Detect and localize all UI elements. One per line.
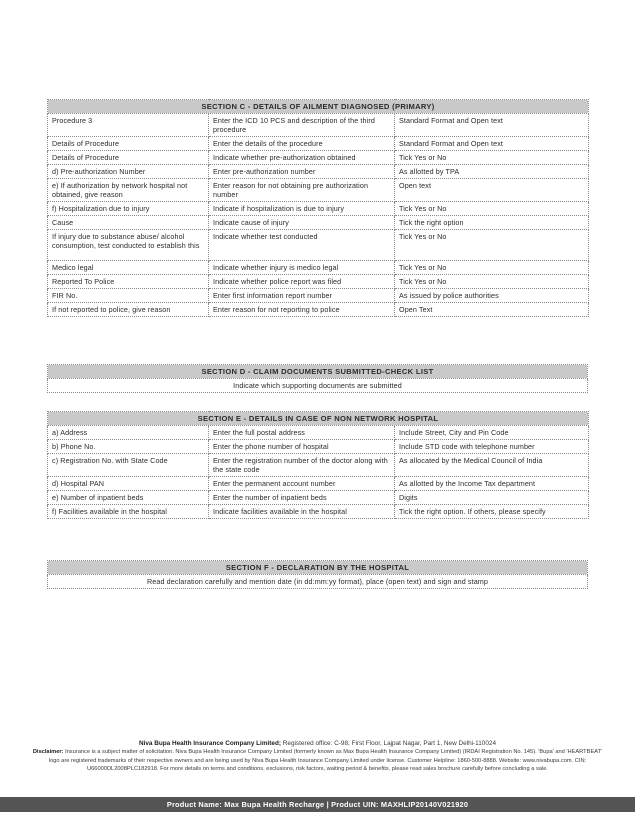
company-address — [30, 739, 605, 748]
field-format: Digits — [395, 491, 589, 505]
field-instruction: Indicate whether police report was filed — [209, 275, 395, 289]
section-d-instruction: Indicate which supporting documents are submitted — [48, 379, 588, 393]
field-instruction: Enter first information report number — [209, 289, 395, 303]
disclaimer-label: Disclaimer: — [32, 749, 64, 755]
field-format: Tick Yes or No — [395, 202, 589, 216]
section-f-table — [47, 560, 588, 589]
field-format: Tick Yes or No — [395, 275, 589, 289]
field-instruction: Indicate if hospitalization is due to injury — [209, 202, 395, 216]
field-name: Details of Procedure — [48, 137, 209, 151]
field-name: Medico legal — [48, 261, 209, 275]
field-instruction: Enter pre-authorization number — [209, 165, 395, 179]
field-instruction: Indicate cause of injury — [209, 216, 395, 230]
section-e-table — [47, 411, 589, 519]
field-name: FIR No. — [48, 289, 209, 303]
field-instruction: Enter reason for not obtaining pre authorization number — [209, 179, 395, 202]
field-format: Standard Format and Open text — [395, 114, 589, 137]
section-e-header: SECTION E - DETAILS IN CASE OF NON NETWORK HOSPITAL — [48, 412, 589, 426]
field-name: Cause — [48, 216, 209, 230]
field-name: e) If authorization by network hospital not obtained, give reason — [48, 179, 209, 202]
field-name: If not reported to police, give reason — [48, 303, 209, 317]
table-row — [48, 477, 589, 491]
field-format: Open text — [395, 179, 589, 202]
table-row — [48, 275, 589, 289]
disclaimer-text: Insurance is a subject matter of solicitation. Niva Bupa Health Insurance Company Limited (formerly known as Max Bupa Health Insurance Company Limited) (IRDAI Registration No. 145). 'Bupa' and 'HEARTBEAT' logo are registered trademarks of their respective owners and are being used by Niva Bupa Health Insurance Company Limited under license. Customer Helpline: 1860-500-8888. Website: www.nivabupa.com. CIN: U66000DL2008PLC182918. For more details on terms and conditions, exclusions, risk factors, waiting period & benefits, please read sales brochure carefully before concluding a sale. — [48, 749, 603, 772]
table-row — [48, 440, 589, 454]
field-instruction: Enter reason for not reporting to police — [209, 303, 395, 317]
section-d-table — [47, 364, 588, 393]
disclaimer — [30, 748, 605, 774]
section-f-instruction: Read declaration carefully and mention date (in dd:mm:yy format), place (open text) and sign and stamp — [48, 575, 588, 589]
table-row — [48, 230, 589, 261]
field-format: Tick the right option. If others, please specify — [395, 505, 589, 519]
table-row — [48, 289, 589, 303]
table-row — [48, 454, 589, 477]
field-instruction: Indicate whether injury is medico legal — [209, 261, 395, 275]
table-row — [48, 216, 589, 230]
field-instruction: Enter the details of the procedure — [209, 137, 395, 151]
table-row — [48, 151, 589, 165]
section-d-header: SECTION D - CLAIM DOCUMENTS SUBMITTED-CHECK LIST — [48, 365, 588, 379]
field-format: As allotted by the Income Tax department — [395, 477, 589, 491]
field-instruction: Enter the phone number of hospital — [209, 440, 395, 454]
section-c-header: SECTION C - DETAILS OF AILMENT DIAGNOSED (PRIMARY) — [48, 100, 589, 114]
field-instruction: Enter the number of inpatient beds — [209, 491, 395, 505]
field-instruction: Enter the permanent account number — [209, 477, 395, 491]
field-format: Include STD code with telephone number — [395, 440, 589, 454]
field-format: Tick Yes or No — [395, 151, 589, 165]
field-format: As issued by police authorities — [395, 289, 589, 303]
field-name: Details of Procedure — [48, 151, 209, 165]
table-row — [48, 505, 589, 519]
field-format: Tick Yes or No — [395, 261, 589, 275]
section-c-table — [47, 99, 589, 317]
field-format: Tick Yes or No — [395, 230, 589, 261]
field-name: d) Pre-authorization Number — [48, 165, 209, 179]
field-name: e) Number of inpatient beds — [48, 491, 209, 505]
table-row — [48, 114, 589, 137]
table-row — [48, 426, 589, 440]
field-name: Reported To Police — [48, 275, 209, 289]
footer — [30, 739, 605, 774]
field-format: As allotted by TPA — [395, 165, 589, 179]
field-instruction: Enter the ICD 10 PCS and description of the third procedure — [209, 114, 395, 137]
section-f-header: SECTION F - DECLARATION BY THE HOSPITAL — [48, 561, 588, 575]
field-instruction: Enter the full postal address — [209, 426, 395, 440]
table-row — [48, 165, 589, 179]
field-name: f) Hospitalization due to injury — [48, 202, 209, 216]
product-bar: Product Name: Max Bupa Health Recharge | Product UIN: MAXHLIP20140V021920 — [0, 797, 635, 812]
table-row — [48, 137, 589, 151]
field-name: f) Facilities available in the hospital — [48, 505, 209, 519]
field-instruction: Indicate whether test conducted — [209, 230, 395, 261]
field-format: Tick the right option — [395, 216, 589, 230]
field-format: Include Street, City and Pin Code — [395, 426, 589, 440]
field-instruction: Enter the registration number of the doctor along with the state code — [209, 454, 395, 477]
table-row — [48, 179, 589, 202]
registered-office: Registered office: C-98, First Floor, Lajpat Nagar, Part 1, New Delhi-110024 — [281, 740, 497, 747]
company-name: Niva Bupa Health Insurance Company Limited; — [138, 740, 281, 747]
field-instruction: Indicate facilities available in the hospital — [209, 505, 395, 519]
field-name: Procedure 3 — [48, 114, 209, 137]
field-format: As allocated by the Medical Council of India — [395, 454, 589, 477]
table-row — [48, 303, 589, 317]
field-format: Standard Format and Open text — [395, 137, 589, 151]
field-name: a) Address — [48, 426, 209, 440]
field-name: c) Registration No. with State Code — [48, 454, 209, 477]
field-instruction: Indicate whether pre-authorization obtained — [209, 151, 395, 165]
field-name: b) Phone No. — [48, 440, 209, 454]
table-row — [48, 202, 589, 216]
field-format: Open Text — [395, 303, 589, 317]
table-row — [48, 491, 589, 505]
field-name: If injury due to substance abuse/ alcohol consumption, test conducted to establish this — [48, 230, 209, 261]
field-name: d) Hospital PAN — [48, 477, 209, 491]
table-row — [48, 261, 589, 275]
